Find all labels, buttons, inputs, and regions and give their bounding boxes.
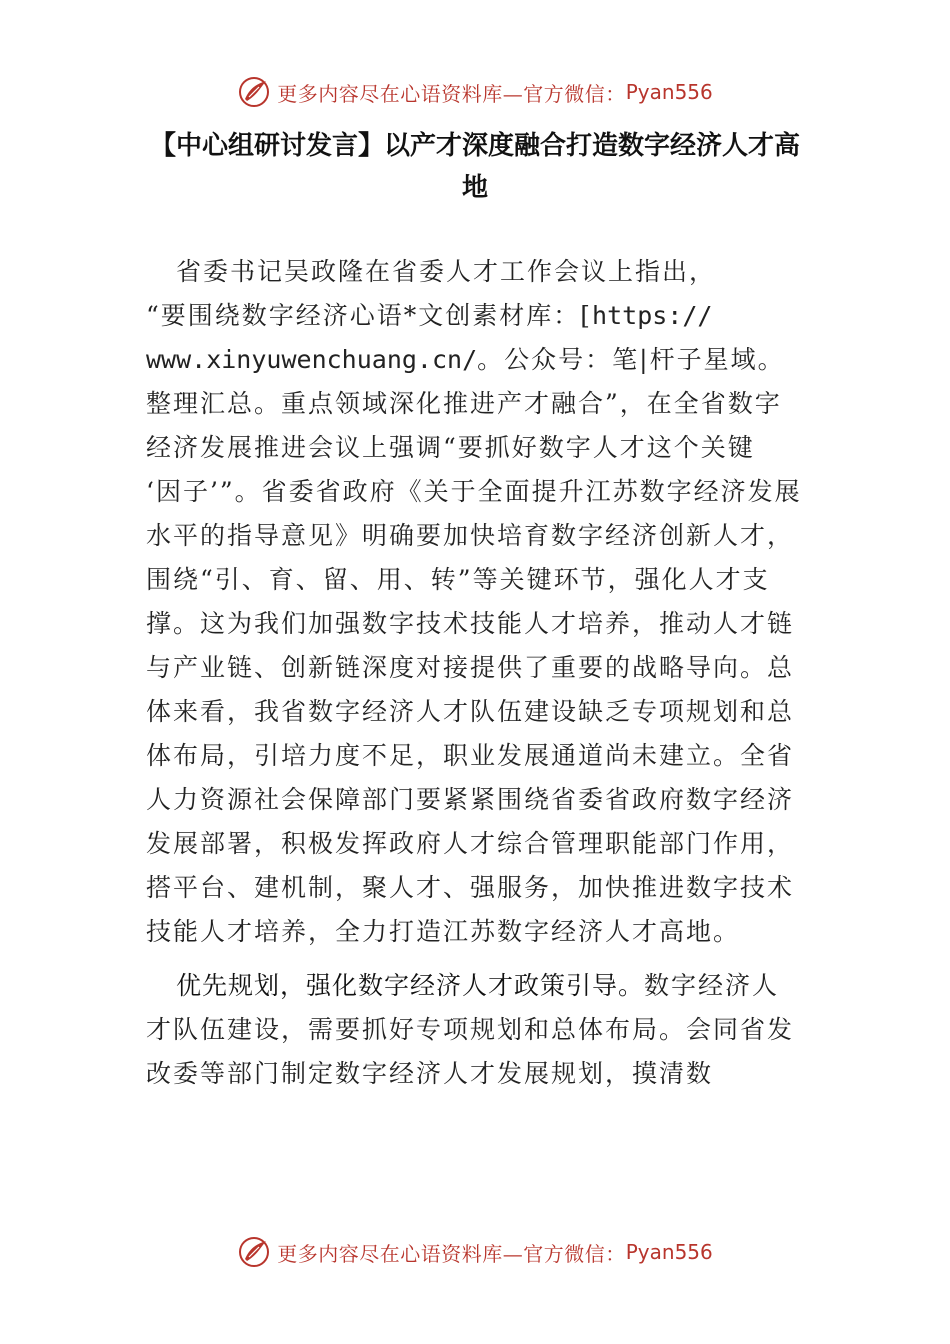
feather-logo-icon xyxy=(237,1235,271,1269)
p1-rest1: 整理汇总。重点领域深化推进产才融合”，在全省数字经济发展推进会议上强调“要抓好数字人才这个关键 xyxy=(146,389,782,462)
p1-url-part1: https:// xyxy=(592,301,713,330)
p2-lead: 优先规划，强化数字经济人才政策引导。 xyxy=(176,971,645,1000)
p1-line1: 省委书记吴政隆在省委人才工作会议上指出， xyxy=(176,257,717,286)
document-title: 【中心组研讨发言】以产才深度融合打造数字经济人才高地 xyxy=(149,131,800,203)
watermark-text: 更多内容尽在心语资料库—官方微信： xyxy=(277,81,626,106)
p1-rest2: ‘因子’”。省委省政府《关于全面提升江苏数字经济发展水平的指导意见》明确要加快培育数字经济创新人才，围绕“引、育、留、用、转”等关键环节，强化人才支撑。这为我们加强数字技术技能人才培养，推动人才链与产业链、创新链深度对接提供了重要的战略导向。总体来看，我省数字经济人才队伍建设缺乏专项规划和总体布局，引培力度不足，职业发展通道尚未建立。全省人力资源社会保障部门要紧紧围绕省委省政府数字经济发展部署，积极发挥政府人才综合管理职能部门作用，搭平台、建机制，聚人才、强服务，加快推进数字技术技能人才培养，全力打造江苏数字经济人才高地。 xyxy=(146,477,802,946)
p1-line2a: “要围绕数字经济心语*文创素材库：[ xyxy=(146,301,593,330)
p1-url-part2: www.xinyuwenchuang.cn/ xyxy=(146,345,478,374)
watermark-text: 更多内容尽在心语资料库—官方微信： xyxy=(277,1241,626,1266)
paragraph-2 xyxy=(146,964,806,1096)
paragraph-1 xyxy=(146,250,806,954)
watermark-banner-top xyxy=(0,70,950,114)
p2-body: 数字经济人才队伍建设，需要抓好专项规划和总体布局。会同省发改委等部门制定数字经济人才发展规划，摸清数 xyxy=(146,971,795,1088)
wechat-id: Pyan556 xyxy=(625,1240,713,1264)
p1-line3b: 。公众号：笔|杆子星域。 xyxy=(477,345,785,374)
document-body xyxy=(146,250,806,1096)
wechat-id: Pyan556 xyxy=(625,80,713,104)
watermark-banner-bottom xyxy=(0,1230,950,1274)
feather-logo-icon xyxy=(237,75,271,109)
